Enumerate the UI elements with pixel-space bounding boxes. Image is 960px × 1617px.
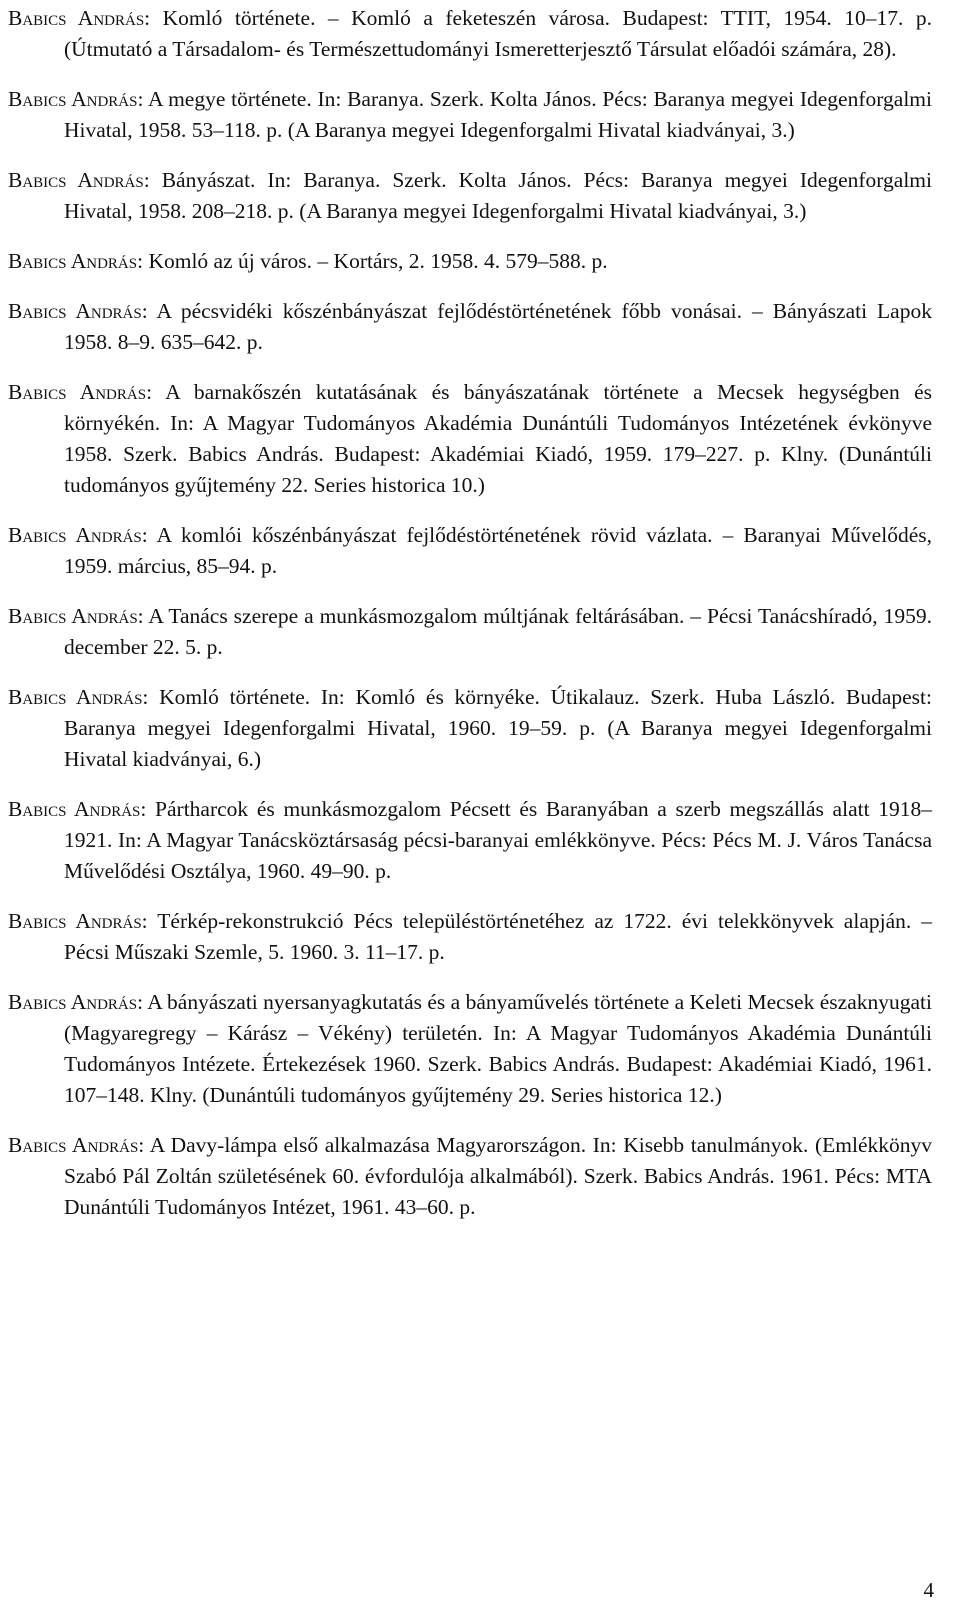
entry-author: Babics András:	[8, 523, 148, 547]
bibliography-entry	[8, 246, 932, 277]
bibliography-entry	[8, 794, 932, 887]
bibliography-entry	[8, 296, 932, 358]
entry-author: Babics András:	[8, 87, 144, 111]
entry-text: A bányászati nyersanyagkutatás és a bányaművelés története a Keleti Mecsek északnyugati (Magyaregregy – Kárász – Vékény) területén. In: A Magyar Tudományos Akadémia Dunántúli Tudományos Intézete. Értekezések 1960. Szerk. Babics András. Budapest: Akadémiai Kiadó, 1961. 107–148. Klny. (Dunántúli tudományos gyűjtemény 29. Series historica 12.)	[64, 990, 932, 1107]
entry-author: Babics András:	[8, 168, 150, 192]
entry-text: A Davy-lámpa első alkalmazása Magyarországon. In: Kisebb tanulmányok. (Emlékkönyv Szabó Pál Zoltán születésének 60. évfordulója alkalmából). Szerk. Babics András. 1961. Pécs: MTA Dunántúli Tudományos Intézet, 1961. 43–60. p.	[64, 1133, 932, 1219]
entry-text: A komlói kőszénbányászat fejlődéstörténetének rövid vázlata. – Baranyai Művelődés, 1959. március, 85–94. p.	[64, 523, 932, 578]
entry-author: Babics András:	[8, 990, 144, 1014]
bibliography-entry	[8, 1130, 932, 1223]
bibliography-entry	[8, 3, 932, 65]
entry-author: Babics András:	[8, 1133, 145, 1157]
page-number: 4	[923, 1578, 934, 1602]
bibliography-entry	[8, 906, 932, 968]
entry-text: Pártharcok és munkásmozgalom Pécsett és Baranyában a szerb megszállás alatt 1918–1921. In: A Magyar Tanácsköztársaság pécsi-baranyai emlékkönyve. Pécs: Pécs M. J. Város Tanácsa Művelődési Osztálya, 1960. 49–90. p.	[64, 797, 932, 883]
bibliography-entry	[8, 520, 932, 582]
entry-text: A megye története. In: Baranya. Szerk. Kolta János. Pécs: Baranya megyei Idegenforgalmi Hivatal, 1958. 53–118. p. (A Baranya megyei Idegenforgalmi Hivatal kiadványai, 3.)	[64, 87, 932, 142]
entry-author: Babics András:	[8, 299, 148, 323]
entry-text: A pécsvidéki kőszénbányászat fejlődéstörténetének főbb vonásai. – Bányászati Lapok 1958. 8–9. 635–642. p.	[64, 299, 932, 354]
bibliography-entry	[8, 601, 932, 663]
bibliography-list	[8, 3, 932, 1242]
entry-author: Babics András:	[8, 6, 151, 30]
entry-text: A barnakőszén kutatásának és bányászatának története a Mecsek hegységben és környékén. In: A Magyar Tudományos Akadémia Dunántúli Tudományos Intézetének évkönyve 1958. Szerk. Babics András. Budapest: Akadémiai Kiadó, 1959. 179–227. p. Klny. (Dunántúli tudományos gyűjtemény 22. Series historica 10.)	[64, 380, 932, 497]
entry-text: Komló története. In: Komló és környéke. Útikalauz. Szerk. Huba László. Budapest: Baranya megyei Idegenforgalmi Hivatal, 1960. 19–59. p. (A Baranya megyei Idegenforgalmi Hivatal kiadványai, 6.)	[64, 685, 932, 771]
entry-text: Komló története. – Komló a feketeszén városa. Budapest: TTIT, 1954. 10–17. p. (Útmutató a Társadalom- és Természettudományi Ismeretterjesztő Társulat előadói számára, 28).	[64, 6, 933, 61]
entry-author: Babics András:	[8, 249, 144, 273]
entry-text: Komló az új város. – Kortárs, 2. 1958. 4. 579–588. p.	[148, 249, 608, 273]
entry-author: Babics András:	[8, 380, 153, 404]
entry-author: Babics András:	[8, 797, 147, 821]
entry-author: Babics András:	[8, 604, 144, 628]
bibliography-entry	[8, 682, 932, 775]
entry-text: A Tanács szerepe a munkásmozgalom múltjának feltárásában. – Pécsi Tanácshíradó, 1959. december 22. 5. p.	[64, 604, 932, 659]
bibliography-entry	[8, 987, 932, 1111]
bibliography-entry	[8, 84, 932, 146]
bibliography-entry	[8, 377, 932, 501]
entry-author: Babics András:	[8, 909, 148, 933]
bibliography-entry	[8, 165, 932, 227]
entry-text: Térkép-rekonstrukció Pécs településtörténetéhez az 1722. évi telekkönyvek alapján. – Pécsi Műszaki Szemle, 5. 1960. 3. 11–17. p.	[64, 909, 932, 964]
entry-author: Babics András:	[8, 685, 149, 709]
entry-text: Bányászat. In: Baranya. Szerk. Kolta János. Pécs: Baranya megyei Idegenforgalmi Hivatal, 1958. 208–218. p. (A Baranya megyei Idegenforgalmi Hivatal kiadványai, 3.)	[64, 168, 933, 223]
